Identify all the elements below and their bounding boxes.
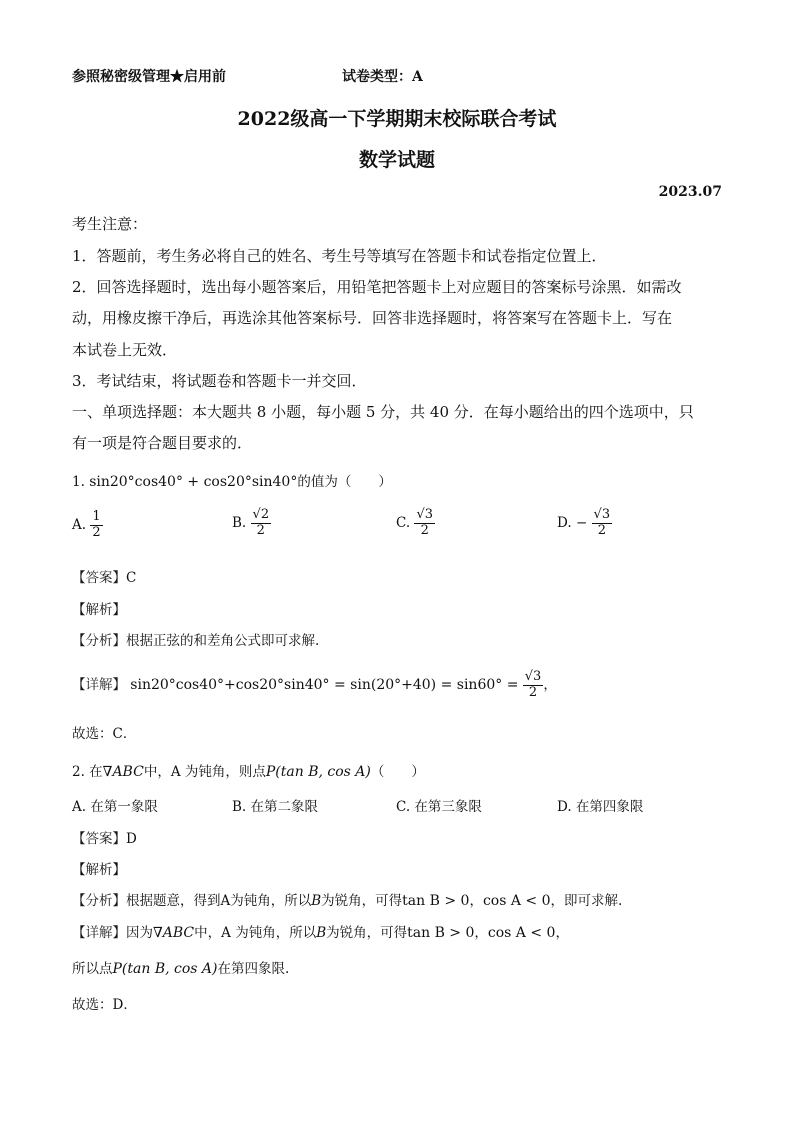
detail-text: 为锐角，可得: [326, 925, 408, 941]
inequality: cos A < 0: [487, 925, 556, 941]
section-1-heading-line-2: 有一项是符合题目要求的．: [72, 434, 253, 452]
notice-item-3: 3．考试结束，将试题卷和答题卡一并交回．: [72, 372, 367, 390]
fenxi-text: 根据题意，得到A为钝角，所以: [126, 893, 312, 909]
inequality: cos A < 0: [482, 893, 551, 909]
answer-value: D: [126, 831, 137, 847]
point-expression: P(tan B, cos A): [112, 961, 218, 977]
fraction: [414, 508, 435, 539]
numerator: 1: [92, 509, 101, 524]
fraction: [90, 510, 102, 541]
option-c: [396, 508, 435, 539]
fenxi-tag: 【分析】: [72, 893, 126, 909]
exam-date: 2023.07: [658, 184, 722, 200]
question-2-mid: 中，A 为钝角，则点: [143, 764, 266, 780]
question-2-analysis-tag: 【解析】: [72, 862, 126, 878]
point-expression: P(tan B, cos A): [265, 764, 371, 780]
radicand: 3: [601, 507, 611, 522]
denominator: 2: [528, 684, 538, 700]
detail-text: 因为: [126, 925, 153, 941]
detail-tag: 【详解】: [72, 676, 126, 693]
numerator: √3: [524, 669, 542, 684]
option-b: B. 在第二象限: [232, 799, 319, 815]
radicand: 3: [424, 507, 434, 522]
numerator: √3: [416, 507, 434, 522]
option-label: A.: [72, 516, 87, 533]
option-a: A. 在第一象限: [72, 799, 158, 815]
question-2-conclusion: [72, 957, 289, 977]
denominator: 2: [597, 522, 606, 538]
paper-type-label: 试卷类型：A: [342, 69, 423, 85]
fenxi-text: ，即可求解.: [550, 893, 623, 909]
question-1-choose: 故选：C．: [72, 726, 137, 742]
notice-item-2-line-1: 2．回答选择题时，选出每小题答案后，用铅笔把答题卡上对应题目的答案标号涂黑．如需改: [72, 278, 682, 296]
fraction: [592, 508, 613, 539]
option-b: [232, 508, 271, 539]
notice-item-2-line-2: 动，用橡皮擦干净后，再选涂其他答案标号．回答非选择题时，将答案写在答题卡上．写在: [72, 309, 673, 327]
radicand: 2: [260, 507, 270, 522]
exam-subject: 数学试题: [358, 149, 435, 171]
fenxi-text: 为锐角，可得: [321, 893, 403, 909]
option-d: D. 在第四象限: [557, 799, 644, 815]
notice-heading: 考生注意：: [72, 215, 148, 233]
question-1-answer: [72, 566, 136, 586]
triangle-symbol: ∇ABC: [153, 925, 195, 941]
question-2-stem: [72, 760, 425, 780]
denominator: 2: [420, 522, 429, 538]
detail-tag: 【详解】: [72, 925, 126, 941]
option-label: C.: [396, 514, 411, 531]
triangle-symbol: ∇ABC: [102, 764, 144, 780]
option-label: D.: [557, 514, 572, 531]
option-a: [72, 510, 103, 541]
punctuation: ，: [543, 676, 557, 693]
detail-text: 中，A 为钝角，所以: [194, 925, 317, 941]
detail-text: 所以点: [72, 961, 113, 977]
question-1-fenxi: [72, 629, 319, 649]
denominator: 2: [92, 524, 101, 540]
answer-tag: 【答案】: [72, 831, 126, 847]
radicand: 3: [533, 669, 542, 684]
punctuation: ，: [469, 893, 483, 909]
fraction: [523, 670, 544, 701]
math-variable: B: [316, 925, 327, 941]
question-2-detail: [72, 921, 569, 941]
detail-text: 在第四象限.: [217, 961, 290, 977]
section-1-heading-line-1: 一、单项选择题：本大题共 8 小题，每小题 5 分，共 40 分．在每小题给出的四个选项中，只: [72, 403, 694, 421]
question-1-stem: [72, 470, 392, 490]
fenxi-text: 根据正弦的和差角公式即可求解.: [126, 633, 320, 649]
answer-value: C: [126, 570, 137, 586]
fraction: [251, 508, 272, 539]
question-1-detail: [72, 670, 557, 701]
answer-tag: 【答案】: [72, 570, 126, 586]
fenxi-tag: 【分析】: [72, 633, 126, 649]
question-1-expression: sin20°cos40° + cos20°sin40°: [89, 474, 298, 490]
option-label: B.: [232, 514, 247, 531]
option-d: [557, 508, 612, 539]
notice-item-1: 1．答题前，考生务必将自己的姓名、考生号等填写在答题卡和试卷指定位置上．: [72, 247, 607, 265]
question-2-answer: [72, 827, 137, 847]
option-c: C. 在第三象限: [396, 799, 482, 815]
question-number: 1.: [72, 474, 85, 490]
denominator: 2: [256, 522, 265, 538]
punctuation: ，: [555, 925, 569, 941]
question-2-tail: （ ）: [370, 764, 425, 780]
minus-sign: −: [575, 514, 588, 531]
math-variable: B: [311, 893, 322, 909]
confidentiality-label: 参照秘密级管理★启用前: [72, 69, 226, 85]
punctuation: ，: [474, 925, 488, 941]
question-2-choose: 故选：D．: [72, 997, 137, 1013]
question-1-stem-tail: 的值为（ ）: [297, 474, 392, 490]
question-2-prefix: 2. 在: [72, 764, 103, 780]
notice-item-2-line-3: 本试卷上无效．: [72, 341, 178, 359]
numerator: √3: [593, 507, 611, 522]
inequality: tan B > 0: [402, 893, 470, 909]
numerator: √2: [252, 507, 270, 522]
exam-title: 2022级高一下学期期末校际联合考试: [237, 108, 557, 130]
inequality: tan B > 0: [407, 925, 475, 941]
detail-expression: sin20°cos40°+cos20°sin40° = sin(20°+40) = sin60° =: [130, 676, 519, 693]
question-2-fenxi: [72, 889, 622, 909]
question-1-analysis-tag: 【解析】: [72, 602, 126, 618]
